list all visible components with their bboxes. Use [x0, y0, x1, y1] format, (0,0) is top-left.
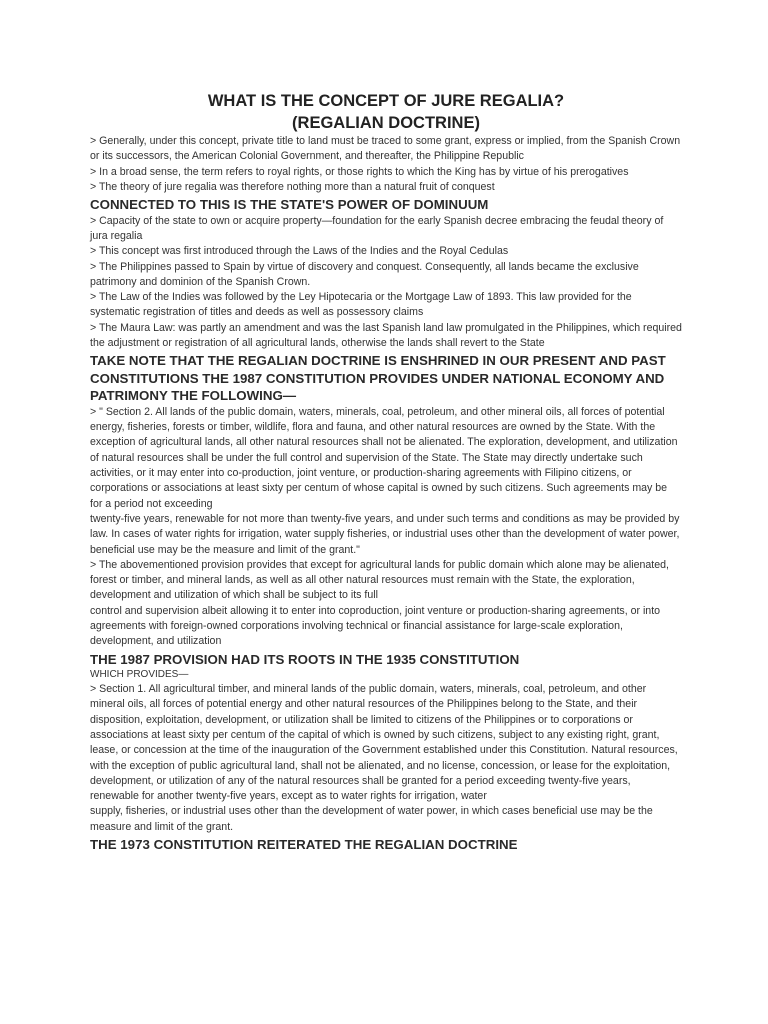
document-subtitle: (REGALIAN DOCTRINE) [292, 114, 480, 132]
paragraph: > The Law of the Indies was followed by the Ley Hipotecaria or the Mortgage Law of 1893. This law provided for the systematic registration of titles and deeds as well as possessory claims [90, 291, 632, 319]
document-page [90, 90, 682, 854]
dominium-paragraphs [90, 214, 682, 352]
section-heading-1987-constitution: TAKE NOTE THAT THE REGALIAN DOCTRINE IS ENSHRINED IN OUR PRESENT AND PAST CONSTITUTIONS THE 1987 CONSTITUTION PROVIDES UNDER NATIONAL ECONOMY AND PATRIMONY THE FOLLOWING— [90, 353, 666, 404]
paragraph: > The Philippines passed to Spain by virtue of discovery and conquest. Consequently, all lands became the exclusive patrimony and dominion of the Spanish Crown. [90, 260, 639, 288]
paragraph: > This concept was first introduced through the Laws of the Indies and the Royal Cedulas [90, 245, 509, 258]
section-heading-1935-constitution: THE 1987 PROVISION HAD ITS ROOTS IN THE 1935 CONSTITUTION [90, 651, 520, 667]
section-heading-dominium: CONNECTED TO THIS IS THE STATE'S POWER OF DOMINUUM [90, 197, 489, 213]
paragraph: > The abovementioned provision provides that except for agricultural lands for public domain which alone may be alienated, forest or timber, and mineral lands, as well as all other natural resources must remain with the State, the exploration, development and utilization of which shall be subject to its full [90, 558, 669, 602]
paragraph: supply, fisheries, or industrial uses other than the development of water power, in which cases beneficial use may be the measure and limit of the grant. [90, 805, 653, 833]
section-heading-1973-constitution: THE 1973 CONSTITUTION REITERATED THE REGALIAN DOCTRINE [90, 837, 518, 853]
paragraph: control and supervision albeit allowing it to enter into coproduction, joint venture or production-sharing agreements, or into agreements with foreign-owned corporations involving technical or financial assistance for large-scale exploration, development, and utilization [90, 604, 661, 648]
paragraph: > In a broad sense, the term refers to royal rights, or those rights to which the King has by virtue of his prerogatives [90, 165, 629, 178]
paragraph: > Section 1. All agricultural timber, and mineral lands of the public domain, waters, minerals, coal, petroleum, and other mineral oils, all forces of potential energy and other natural resources of the Philippines belong to the State, and their disposition, exploitation, development, or utilization shall be limited to citizens of the Philippines or to corporations or associations at least sixty per centum of the capital of which is owned by such citizens, subject to any existing right, grant, lease, or concession at the time of the inauguration of the Government established under this Constitution. Natural resources, with the exception of public agricultural land, shall not be alienated, and no license, concession, or lease for the exploitation, development, or utilization of any of the natural resources shall be granted for a period exceeding twenty-five years, renewable for another twenty-five years, except as to water rights for irrigation, water [90, 683, 678, 803]
constitution-1987-paragraphs [90, 405, 682, 650]
paragraph: > The Maura Law: was partly an amendment and was the last Spanish land law promulgated in the Philippines, which required the adjustment or registration of all agricultural lands, otherwise the lands shall revert to the State [90, 321, 682, 350]
constitution-1935-paragraphs [90, 682, 682, 835]
section-subheading: WHICH PROVIDES— [90, 669, 189, 681]
paragraph: > Generally, under this concept, private title to land must be traced to some grant, express or implied, from the Spanish Crown or its successors, the American Colonial Government, and thereafter, the Philippine Republic [90, 135, 681, 163]
document-title: WHAT IS THE CONCEPT OF JURE REGALIA? [207, 92, 565, 110]
paragraph: > The theory of jure regalia was therefore nothing more than a natural fruit of conquest [90, 180, 495, 193]
paragraph: > Capacity of the state to own or acquire property—foundation for the early Spanish decree embracing the feudal theory of jura regalia [90, 214, 664, 242]
paragraph: twenty-five years, renewable for not more than twenty-five years, and under such terms and conditions as may be provided by law. In cases of water rights for irrigation, water supply fisheries, or industrial uses other than the development of water power, beneficial use may be the measure and limit of the grant." [90, 512, 680, 556]
intro-paragraphs [90, 134, 682, 195]
paragraph: > " Section 2. All lands of the public domain, waters, minerals, coal, petroleum, and other mineral oils, all forces of potential energy, fisheries, forests or timber, wildlife, flora and fauna, and other natural resources are owned by the State. With the exception of agricultural lands, all other natural resources shall not be alienated. The exploration, development, and utilization of natural resources shall be under the full control and supervision of the State. The State may directly undertake such activities, or it may enter into co-production, joint venture, or production-sharing agreements with Filipino citizens, or corporations or associations at least sixty per centum of whose capital is owned by such citizens. Such agreements may be for a period not exceeding [90, 405, 678, 510]
